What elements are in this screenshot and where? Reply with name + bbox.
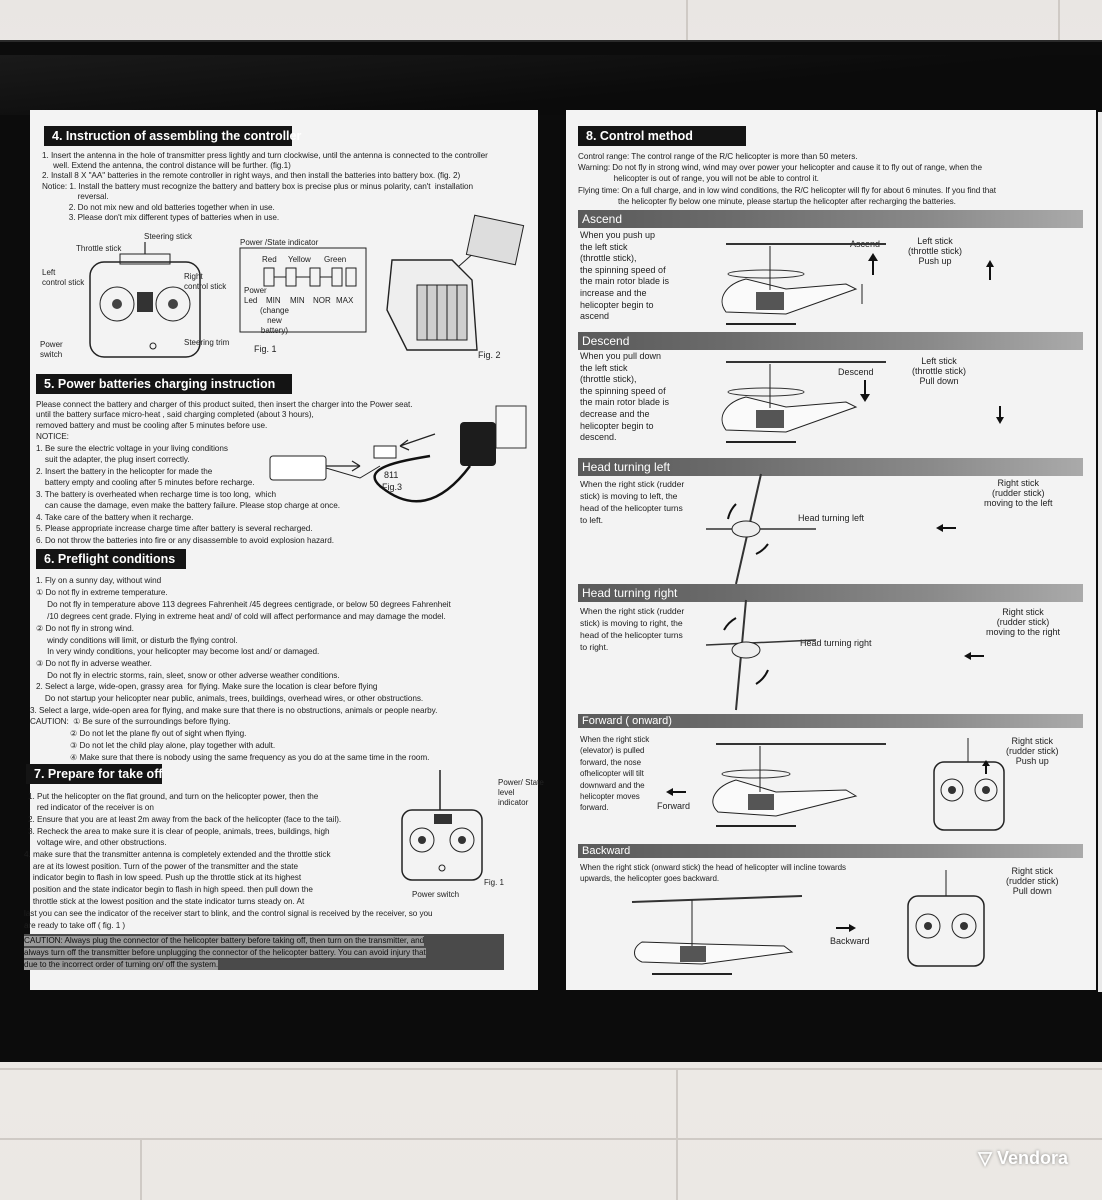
head-right-label: Head turning right <box>800 638 872 648</box>
controller-figure <box>80 242 240 367</box>
floor-tile-seam <box>0 1138 1102 1140</box>
left-arrow-icon <box>964 652 984 660</box>
floor-tile-seam <box>676 1070 678 1200</box>
controller-figure-backward <box>906 870 986 970</box>
caution-line: CAUTION: Always plug the connector of the helicopter battery before taking off, then turn on the transmitter, and <box>24 936 425 945</box>
backward-stick-label: Right stick (rudder stick) Pull down <box>1006 866 1059 896</box>
section-5-line: 6. Do not throw the batteries into fire or any disassemble to avoid explosion hazard. <box>36 536 334 545</box>
throttle-stick-label: Throttle stick <box>76 244 122 253</box>
section-6-line: ② Do not let the plane fly out of sight when flying. <box>30 729 247 738</box>
section-7-line: 1. Put the helicopter on the flat ground, and turn on the helicopter power, then the <box>28 792 319 801</box>
fig-3-label: Fig.3 <box>382 482 403 492</box>
section-6-header: 6. Preflight conditions <box>36 549 186 569</box>
max-label: MAX <box>336 296 354 305</box>
section-7-line: throttle stick at the lowest position and the state indicator turns steady on. At <box>24 897 305 906</box>
section-7-line: 4. make sure that the transmitter antenna is completely extended and the throttle stick <box>24 850 331 859</box>
floor-tile-seam <box>140 1140 142 1200</box>
fig-1-label: Fig. 1 <box>254 344 277 354</box>
head-right-bar: Head turning right <box>578 584 1083 602</box>
vendora-watermark <box>978 1148 1068 1169</box>
fig-1-label-7: Fig. 1 <box>484 878 505 887</box>
fig-2-label: Fig. 2 <box>478 350 501 360</box>
intro-line: Flying time: On a full charge, and in low wind conditions, the R/C helicopter will fly for about 6 minutes. If you find that <box>578 186 996 195</box>
descend-bar: Descend <box>578 332 1083 350</box>
section-5-line: suit the adapter, the plug insert correctly. <box>36 455 190 464</box>
green-led-label: Green <box>324 255 347 264</box>
section-7-header: 7. Prepare for take off <box>26 764 162 784</box>
caution-line: always turn off the transmitter before unplugging the connector of the helicopter battery. You can avoid injury that <box>24 948 426 957</box>
section-7-line: last you can see the indicator of the receiver start to blink, and the control signal is received by the receiver, so you <box>24 909 433 918</box>
section-4-line: reversal. <box>42 192 109 201</box>
charger-figure <box>260 406 530 516</box>
min-label: MIN <box>290 296 305 305</box>
intro-line: helicopter is out of range, you will not be able to control it. <box>578 174 819 183</box>
vendora-text: Vendora <box>996 1148 1068 1168</box>
caution-line: due to the incorrect order of turning on/ off the system. <box>24 960 219 969</box>
section-4-header: 4. Instruction of assembling the controller <box>44 126 292 146</box>
left-arrow-icon <box>666 788 686 796</box>
ascend-label: Ascend <box>850 239 881 249</box>
manual-page-left <box>24 110 544 990</box>
floor-tile-seam <box>1058 0 1060 40</box>
head-left-text: When the right stick (rudder stick) is moving to left, the head of the helicopter turns to left. <box>580 479 685 525</box>
vendora-logo-icon: ▽ <box>978 1148 992 1168</box>
head-right-text: When the right stick (rudder stick) is moving to right, the head of the helicopter turns to right. <box>580 606 685 652</box>
red-led-label: Red <box>262 255 277 264</box>
section-7-line: position and the state indicator begin to flash in high speed. then pull down the <box>24 885 313 894</box>
battery-number-label: 811 <box>384 470 399 480</box>
section-6-line: 1. Fly on a sunny day, without wind <box>36 576 162 585</box>
head-left-helicopter <box>706 474 816 584</box>
up-arrow-icon <box>982 760 990 774</box>
section-7-line: are ready to take off ( fig. 1 ) <box>24 921 126 930</box>
power-state-level-indicator-label: Power/ State level indicator <box>498 778 544 807</box>
yellow-led-label: Yellow <box>288 255 311 264</box>
section-6-line: Do not fly in temperature above 113 degrees Fahrenheit /45 degrees centigrade, or below 50 degrees Fahrenheit <box>36 600 451 609</box>
section-4-line: 3. Please don't mix different types of batteries when in use. <box>42 213 280 222</box>
section-5-line: 4. Take care of the battery when it recharge. <box>36 513 194 522</box>
forward-text: When the right stick (elevator) is pulled forward, the nose ofhelicopter will tilt downward and the helicopter moves forward. <box>580 735 650 813</box>
section-7-line: 2. Ensure that you are at least 2m away from the back of the helicopter (face to the tail). <box>28 815 342 824</box>
descend-text: When you pull down the left stick (throttle stick), the spinning speed of the main rotor blade is decrease and the helicopter begin to descend. <box>580 351 670 443</box>
section-5-line: until the battery surface micro-heat , said charging completed (about 3 hours), <box>36 410 314 419</box>
section-4-line: 2. Install 8 X "AA" batteries in the remote controller in right ways, and then install the batteries into battery box. (fig. 2) <box>42 171 461 180</box>
power-switch-label-7: Power switch <box>412 890 460 899</box>
backward-bar: Backward <box>578 844 1083 858</box>
head-left-stick-label: Right stick (rudder stick) moving to the left <box>984 478 1053 508</box>
section-7-line: 3. Recheck the area to make sure it is clear of people, animals, trees, buildings, high <box>28 827 330 836</box>
descend-helicopter <box>686 352 906 452</box>
section-8-header: 8. Control method <box>578 126 746 146</box>
section-7-line: are at its lowest position. Turn of the power of the transmitter and the state <box>24 862 298 871</box>
section-5-header: 5. Power batteries charging instruction <box>36 374 292 394</box>
section-4-line: 2. Do not mix new and old batteries together when in use. <box>42 203 275 212</box>
head-right-helicopter <box>706 600 816 710</box>
forward-bar: Forward ( onward) <box>578 714 1083 728</box>
floor-tile-seam <box>0 1068 1102 1070</box>
ascend-helicopter <box>686 234 906 334</box>
steering-stick-label: Steering stick <box>144 232 193 241</box>
left-control-stick-label: Left control stick <box>42 268 85 287</box>
section-5-line: battery empty and cooling after 5 minutes before recharge. <box>36 478 255 487</box>
backward-helicopter <box>622 882 822 982</box>
power-state-indicator-label: Power /State indicator <box>240 238 319 247</box>
section-5-line: 5. Please appropriate increase charge time after battery is several recharged. <box>36 524 313 533</box>
forward-label: Forward <box>657 801 691 811</box>
section-6-line: In very windy conditions, your helicopter may become lost and/ or damaged. <box>36 647 320 656</box>
section-6-line: Do not startup your helicopter near public, animals, trees, buildings, overhead wires, or other obstructions. <box>36 694 424 703</box>
nor-label: NOR <box>313 296 331 305</box>
manual-page-right <box>566 110 1096 990</box>
transmitter-figure <box>402 770 505 890</box>
section-5-line: 2. Insert the battery in the helicopter for made the <box>36 467 213 476</box>
section-6-line: ② Do not fly in strong wind. <box>36 624 134 633</box>
intro-line: Control range: The control range of the R/C helicopter is more than 50 meters. <box>578 152 858 161</box>
section-6-line: 2. Select a large, wide-open, grassy area for flying. Make sure the location is clear before flying <box>36 682 378 691</box>
next-page-edge <box>1098 112 1102 992</box>
section-6-line: /10 degrees cent grade. Flying in extreme heat and/ of cold will affect performance and may damage the model. <box>36 612 446 621</box>
section-5-line: removed battery and must be cooling after 5 minutes before use. <box>36 421 268 430</box>
right-arrow-icon <box>836 924 856 932</box>
down-arrow-icon <box>996 406 1004 424</box>
battery-box-figure <box>382 220 532 360</box>
floor-tile-seam <box>686 0 688 40</box>
intro-line: the helicopter fly below one minute, please startup the helicopter after recharging the batteries. <box>578 197 956 206</box>
section-4-line: 1. Insert the antenna in the hole of transmitter press lightly and turn clockwise, until the antenna is connected to the controller <box>42 151 488 160</box>
power-led-label: Power Led <box>244 286 267 305</box>
section-5-line: NOTICE: <box>36 432 69 441</box>
up-arrow-icon <box>868 253 878 275</box>
section-6-line: ③ Do not fly in adverse weather. <box>36 659 152 668</box>
section-5-line: 1. Be sure the electric voltage in your living conditions <box>36 444 228 453</box>
down-arrow-icon <box>860 380 870 402</box>
descend-stick-label: Left stick (throttle stick) Pull down <box>912 356 967 386</box>
ascend-text: When you push up the left stick (throttle stick), the spinning speed of the main rotor blade is increase and the helicopter begin to ascend <box>580 230 670 322</box>
section-6-line: Do not fly in electric storms, rain, sleet, snow or other adverse weather conditions. <box>36 671 340 680</box>
section-4-line: well. Extend the antenna, the control distance will be further. (fig.1) <box>42 161 291 170</box>
section-5-line: can cause the damage, even make the battery failure. Please stop charge at once. <box>36 501 340 510</box>
section-4-line: Notice: 1. Install the battery must recognize the battery and battery box is precise plus or minus polarity, can't installation <box>42 182 473 191</box>
section-6-line: ④ Make sure that there is nobody using the same frequency as you do at the same time in the room. <box>30 753 430 762</box>
section-6-line: ① Do not fly in extreme temperature. <box>36 588 168 597</box>
section-5-line: 3. The battery is overheated when recharge time is too long, which <box>36 490 276 499</box>
box-lid-edge <box>0 55 1102 115</box>
forward-stick-label: Right stick (rudder stick) Push up <box>1006 736 1059 766</box>
ascend-bar: Ascend <box>578 210 1083 228</box>
section-7-line: red indicator of the receiver is on <box>28 803 154 812</box>
section-6-line: 3. Select a large, wide-open area for flying, and make sure that there is no obstructions, animals or people nearby. <box>30 706 438 715</box>
intro-line: Warning: Do not fly in strong wind, wind may over power your helicopter and cause it to fly out of range, when the <box>578 163 983 172</box>
change-battery-label: (change new battery) <box>260 306 289 335</box>
section-7-line: voltage wire, and other obstructions. <box>28 838 167 847</box>
up-arrow-icon <box>986 260 994 280</box>
power-switch-label: Power switch <box>40 340 63 359</box>
section-5-line: Please connect the battery and charger of this product suited, then insert the charger into the Power seat. <box>36 400 413 409</box>
controller-figure-forward <box>932 738 1006 834</box>
descend-label: Descend <box>838 367 874 377</box>
min-label: MIN <box>266 296 281 305</box>
left-arrow-icon <box>936 524 956 532</box>
section-7-line: indicator begin to flash in low speed. Push up the throttle stick at its highest <box>24 873 302 882</box>
backward-text: When the right stick (onward stick) the head of helicopter will incline towards upwards, the helicopter goes backward. <box>580 863 846 883</box>
section-6-line: CAUTION: ① Be sure of the surroundings before flying. <box>30 717 231 726</box>
head-right-stick-label: Right stick (rudder stick) moving to the right <box>986 607 1061 637</box>
ascend-stick-label: Left stick (throttle stick) Push up <box>908 236 963 266</box>
backward-label: Backward <box>830 936 870 946</box>
forward-helicopter <box>696 736 896 836</box>
head-left-bar: Head turning left <box>578 458 1083 476</box>
section-6-line: windy conditions will limit, or disturb the flying control. <box>36 636 238 645</box>
right-control-stick-label: Right control stick <box>184 272 227 291</box>
head-left-label: Head turning left <box>798 513 865 523</box>
section-6-line: ③ Do not let the child play alone, play together with adult. <box>30 741 276 750</box>
steering-trim-label: Steering trim <box>184 338 230 347</box>
